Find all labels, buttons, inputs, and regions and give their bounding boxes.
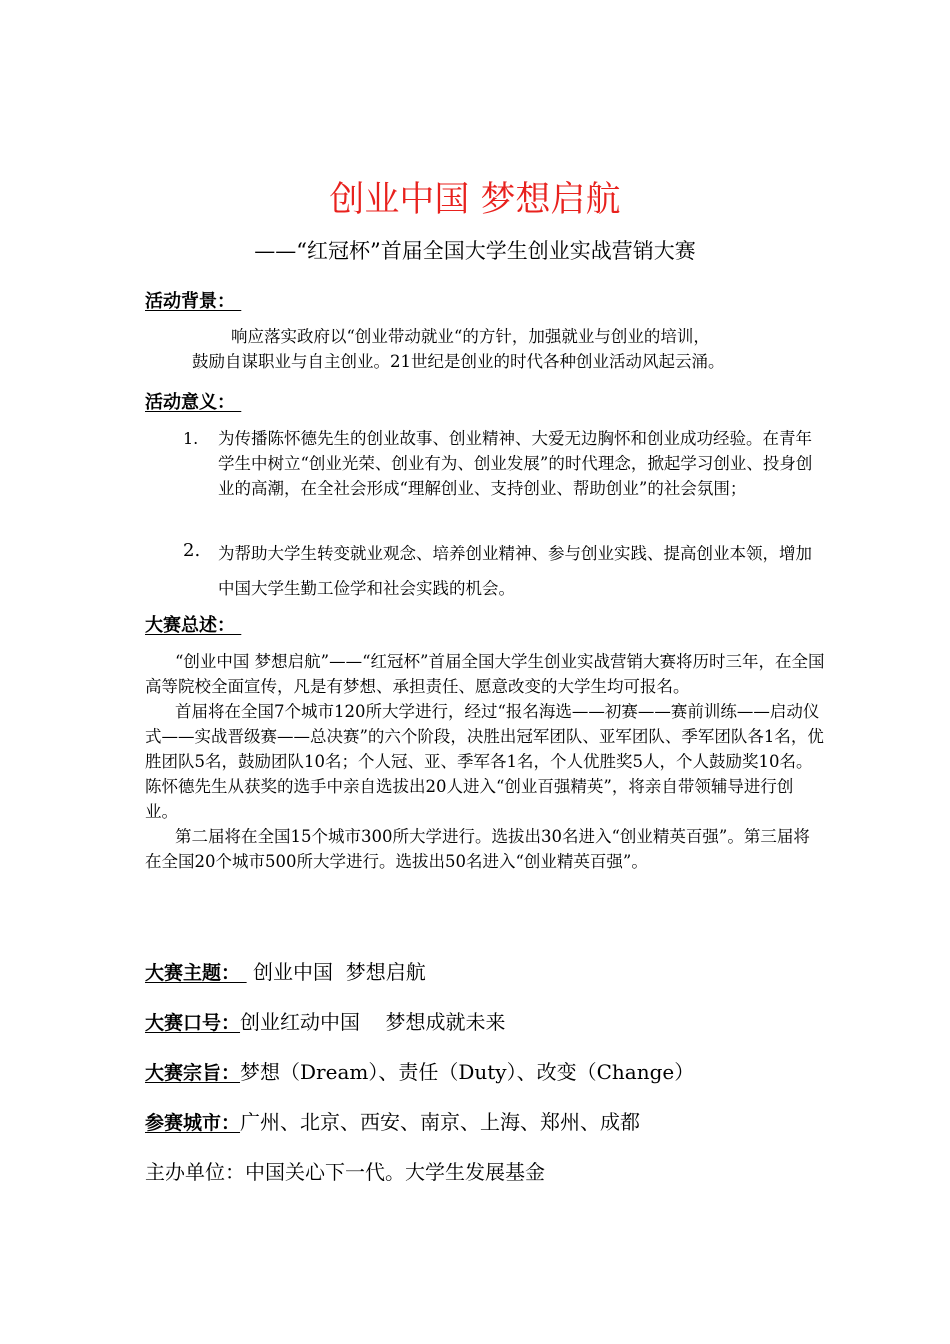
list-number: 1. <box>183 429 199 448</box>
organizer-row <box>145 1157 545 1187</box>
list-number: 2. <box>183 540 201 561</box>
significance-heading: 活动意义： <box>145 392 242 413</box>
overview-body <box>145 649 825 874</box>
slogan-label: 大赛口号： <box>145 1012 241 1034</box>
cities-label: 参赛城市： <box>145 1112 241 1134</box>
cities-value: 广州、北京、西安、南京、上海、郑州、成都 <box>240 1110 641 1134</box>
background-line-1: 响应落实政府以“创业带动就业“的方针，加强就业与创业的培训， <box>231 327 710 346</box>
background-heading: 活动背景： <box>145 291 242 312</box>
document-title: 创业中国 梦想启航 <box>329 180 621 220</box>
theme-label: 大赛主题： <box>145 962 247 984</box>
slogan-value: 创业红动中国 梦想成就未来 <box>240 1010 506 1034</box>
organizer-value: 中国关心下一代。大学生发展基金 <box>245 1160 545 1184</box>
purpose-label: 大赛宗旨： <box>145 1062 241 1084</box>
list-text: 为传播陈怀德先生的创业故事、创业精神、大爱无边胸怀和创业成功经验。在青年学生中树立“创业光荣、创业有为、创业发展”的时代理念，掀起学习创业、投身创业的高潮，在全社会形成“理解创业、支持创业、帮助创业”的社会氛围； <box>218 429 813 498</box>
organizer-label: 主办单位： <box>145 1160 245 1184</box>
cities-row <box>145 1107 640 1138</box>
background-line-2: 鼓励自谋职业与自主创业。21世纪是创业的时代各种创业活动风起云涌。 <box>192 352 725 371</box>
theme-row <box>145 957 426 988</box>
overview-paragraph: 首届将在全国7个城市120所大学进行，经过“报名海选——初赛——赛前训练——启动仪式——实战晋级赛——总决赛”的六个阶段，决胜出冠军团队、亚军团队、季军团队各1名，优胜团队5名，鼓励团队10名；个人冠、亚、季军各1名，个人优胜奖5人，个人鼓励奖10名。陈怀德先生从获奖的选手中亲自选拔出20人进入“创业百强精英”，将亲自带领辅导进行创业。 <box>145 702 824 821</box>
overview-heading: 大赛总述： <box>145 615 242 636</box>
overview-paragraph: “创业中国 梦想启航”——“红冠杯”首届全国大学生创业实战营销大赛将历时三年，在全国高等院校全面宣传，凡是有梦想、承担责任、愿意改变的大学生均可报名。 <box>145 652 825 696</box>
purpose-row <box>145 1057 694 1088</box>
overview-paragraph: 第二届将在全国15个城市300所大学进行。选拔出30名进入“创业精英百强”。第三届将在全国20个城市500所大学进行。选拔出50名进入“创业精英百强”。 <box>145 827 810 871</box>
document-subtitle: ——“红冠杯”首届全国大学生创业实战营销大赛 <box>254 239 696 263</box>
list-text: 为帮助大学生转变就业观念、培养创业精神、参与创业实践、提高创业本领，增加中国大学生勤工俭学和社会实践的机会。 <box>218 544 812 598</box>
purpose-value: 梦想（Dream）、责任（Duty）、改变（Change） <box>240 1060 695 1084</box>
slogan-row <box>145 1007 505 1038</box>
theme-value: 创业中国 梦想启航 <box>246 960 426 984</box>
